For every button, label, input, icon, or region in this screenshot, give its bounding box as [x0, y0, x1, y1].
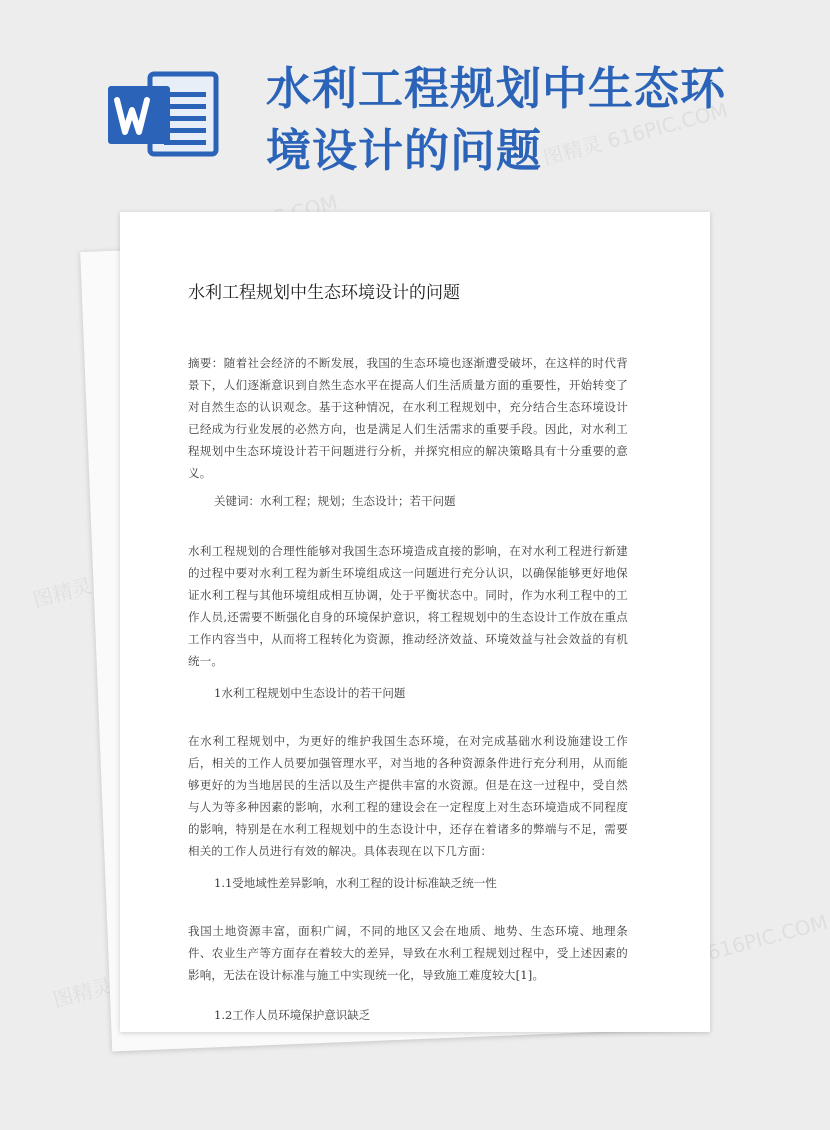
- word-icon: [108, 70, 220, 158]
- intro-paragraph: 水利工程规划的合理性能够对我国生态环境造成直接的影响，在对水利工程进行新建的过程中要对水利工程为新生环境组成这一问题进行充分认识，以确保能够更好地保证水利工程与其他环境组成相互协调，处于平衡状态中。同时，作为水利工程中的工作人员,还需要不断强化自身的环境保护意识，将工程规划中的生态设计工作放在重点工作内容当中，从而将工程转化为资源，推动经济效益、环境效益与社会效益的有机统一。: [188, 544, 628, 668]
- abstract-paragraph: 摘要：随着社会经济的不断发展，我国的生态环境也逐渐遭受破坏，在这样的时代背景下，人们逐渐意识到自然生态水平在提高人们生活质量方面的重要性，开始转变了对自然生态的认识观念。基于这种情况，在水利工程规划中，充分结合生态环境设计已经成为行业发展的必然方向，也是满足人们生活需求的重要手段。因此，对水利工程规划中生态环境设计若干问题进行分析，并探究相应的解决策略具有十分重要的意义。: [188, 356, 628, 480]
- section-heading: 1水利工程规划中生态设计的若干问题: [214, 686, 406, 700]
- subsection-heading: 1.1受地域性差异影响，水利工程的设计标准缺乏统一性: [214, 876, 497, 890]
- watermark: 图精灵 616PIC.COM: [540, 97, 731, 171]
- keywords-line: 关键词：水利工程；规划；生态设计；若干问题: [214, 494, 456, 508]
- watermark: 图精灵: [50, 973, 115, 1013]
- document-page: [120, 212, 710, 1032]
- subsection-heading: 1.2工作人员环境保护意识缺乏: [214, 1008, 371, 1022]
- document-content: [188, 280, 628, 1026]
- header-banner: [0, 0, 800, 200]
- document-title: 水利工程规划中生态环境设计的问题: [188, 283, 460, 303]
- watermark: 图精灵 616PIC.COM: [640, 909, 830, 983]
- section-paragraph: 在水利工程规划中，为更好的维护我国生态环境，在对完成基础水利设施建设工作后，相关的工作人员要加强管理水平，对当地的各种资源条件进行充分利用，从而能够更好的为当地居民的生活以及生产提供丰富的水资源。但是在这一过程中，受自然与人为等多种因素的影响，水利工程的建设会在一定程度上对生态环境造成不同程度的影响，特别是在水利工程规划中的生态设计中，还存在着诸多的弊端与不足，需要相关的工作人员进行有效的解决。具体表现在以下几方面：: [188, 734, 628, 858]
- page-title: 水利工程规划中生态环境设计的问题: [266, 62, 727, 177]
- watermark: 图精灵: [30, 573, 95, 613]
- subsection-paragraph: 我国土地资源丰富，面积广阔，不同的地区又会在地质、地势、生态环境、地理条件、农业生产等方面存在着较大的差异，导致在水利工程规划过程中，受上述因素的影响，无法在设计标准与施工中实现统一化，导致施工难度较大[1]。: [188, 924, 628, 982]
